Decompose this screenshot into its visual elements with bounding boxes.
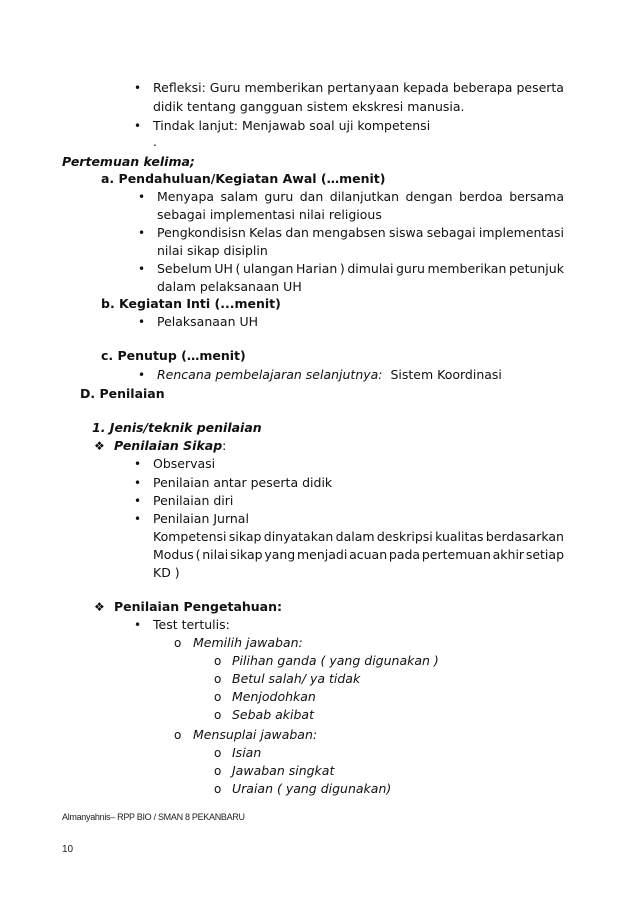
- circle-bullet-icon: o: [214, 746, 222, 760]
- word: ulangan: [242, 261, 294, 276]
- word: sebagai: [426, 225, 476, 240]
- betul-salah: Betul salah/ ya tidak: [232, 671, 361, 686]
- memilih-jawaban: Memilih jawaban:: [193, 635, 303, 650]
- sikap-desc-line-2: [153, 547, 564, 563]
- stray-dot: .: [153, 134, 157, 149]
- a2-line-2: nilai sikap disiplin: [157, 243, 268, 258]
- b1-item: Pelaksanaan UH: [157, 314, 259, 329]
- refleksi-line: [153, 80, 564, 96]
- sikap-desc-line-3: KD ): [153, 565, 180, 580]
- word: Refleksi:: [153, 80, 206, 95]
- c1-text: Rencana pembelajaran selanjutnya:: [157, 367, 383, 382]
- a2-line: [157, 225, 564, 241]
- word: berdasarkan: [485, 529, 564, 544]
- word: Harian: [296, 261, 338, 276]
- word: nilai: [202, 547, 229, 562]
- word: kepada: [403, 80, 449, 95]
- word: Menyapa: [157, 189, 215, 204]
- tindak-lanjut: Tindak lanjut: Menjawab soal uji kompetensi: [153, 118, 431, 133]
- word: akhir: [492, 547, 525, 562]
- bullet-icon: •: [134, 119, 142, 133]
- section-d-heading: D. Penilaian: [80, 386, 165, 401]
- word: Kelas: [249, 225, 283, 240]
- word: dimulai: [347, 261, 394, 276]
- word: siswa: [389, 225, 424, 240]
- circle-bullet-icon: o: [214, 764, 222, 778]
- bullet-icon: •: [134, 81, 142, 95]
- isian: Isian: [232, 745, 262, 760]
- sebab-akibat: Sebab akibat: [232, 707, 314, 722]
- sikap-item-3: Penilaian diri: [153, 493, 234, 508]
- circle-bullet-icon: o: [174, 728, 182, 742]
- word: pertanyaan: [327, 80, 400, 95]
- word: guru: [264, 189, 294, 204]
- sikap-item-4: Penilaian Jurnal: [153, 511, 249, 526]
- bullet-icon: •: [138, 190, 146, 204]
- uraian: Uraian ( yang digunakan): [232, 781, 392, 796]
- word: bersama: [509, 189, 564, 204]
- word: sikap: [228, 529, 262, 544]
- colon: :: [222, 438, 227, 453]
- bullet-icon: •: [134, 618, 142, 632]
- bullet-icon: •: [134, 457, 142, 471]
- page-footer: Almanyahnis– RPP BIO / SMAN 8 PEKANBARU: [62, 812, 245, 822]
- word: salam: [220, 189, 258, 204]
- word: Guru: [209, 80, 241, 95]
- word: beberapa: [452, 80, 513, 95]
- word: setiap: [525, 547, 564, 562]
- page-number: 10: [62, 844, 74, 855]
- numbered-heading: 1. Jenis/teknik penilaian: [92, 420, 262, 435]
- section-a-heading: a. Pendahuluan/Kegiatan Awal (…menit): [101, 171, 386, 186]
- penilaian-sikap: [114, 438, 226, 454]
- word: memberikan: [427, 261, 507, 276]
- word: dengan: [405, 189, 453, 204]
- word: mengabsen: [312, 225, 386, 240]
- a3-line: [157, 261, 564, 277]
- word: pada: [388, 547, 421, 562]
- word: (: [195, 547, 201, 562]
- jawaban-singkat: Jawaban singkat: [232, 763, 335, 778]
- circle-bullet-icon: o: [214, 654, 222, 668]
- word: yang: [264, 547, 296, 562]
- word: dinyatakan: [263, 529, 334, 544]
- word: kualitas: [435, 529, 484, 544]
- word: (: [235, 261, 241, 276]
- word: deskripsi: [376, 529, 433, 544]
- c1-topic: Sistem Koordinasi: [390, 367, 502, 382]
- word: Sebelum: [157, 261, 212, 276]
- bullet-icon: •: [134, 476, 142, 490]
- word: memberikan: [244, 80, 324, 95]
- refleksi-line-2: didik tentang gangguan sistem ekskresi manusia.: [153, 99, 465, 114]
- word: peserta: [516, 80, 564, 95]
- word: implementasi: [478, 225, 564, 240]
- word: acuan: [349, 547, 388, 562]
- word: Kompetensi: [153, 529, 227, 544]
- meeting-heading: Pertemuan kelima;: [62, 154, 195, 169]
- sikap-item-1: Observasi: [153, 456, 216, 471]
- word: ): [339, 261, 345, 276]
- word: Modus: [153, 547, 194, 562]
- bullet-icon: •: [138, 262, 146, 276]
- penilaian-pengetahuan: Penilaian Pengetahuan:: [114, 599, 283, 614]
- word: petunjuk: [508, 261, 564, 276]
- diamond-bullet-icon: ❖: [94, 600, 105, 614]
- word: dalam: [335, 529, 375, 544]
- bullet-icon: •: [134, 494, 142, 508]
- word: dan: [299, 189, 324, 204]
- word: sikap: [229, 547, 263, 562]
- circle-bullet-icon: o: [214, 708, 222, 722]
- word: guru: [396, 261, 425, 276]
- section-b-heading: b. Kegiatan Inti (...menit): [101, 296, 281, 311]
- penilaian-sikap-label: Penilaian Sikap: [114, 438, 223, 453]
- c1-item: [157, 367, 502, 383]
- bullet-icon: •: [138, 315, 146, 329]
- menjodohkan: Menjodohkan: [232, 689, 316, 704]
- pilihan-ganda: Pilihan ganda ( yang digunakan ): [232, 653, 439, 668]
- section-c-heading: c. Penutup (…menit): [101, 348, 246, 363]
- word: pertemuan: [421, 547, 491, 562]
- word: UH: [214, 261, 233, 276]
- bullet-icon: •: [134, 512, 142, 526]
- sikap-desc-line-1: [153, 529, 564, 545]
- word: dilanjutkan: [329, 189, 400, 204]
- word: menjadi: [297, 547, 348, 562]
- bullet-icon: •: [138, 226, 146, 240]
- circle-bullet-icon: o: [174, 636, 182, 650]
- word: dan: [285, 225, 309, 240]
- a1-line-2: sebagai implementasi nilai religious: [157, 207, 382, 222]
- circle-bullet-icon: o: [214, 782, 222, 796]
- mensuplai-jawaban: Mensuplai jawaban:: [193, 727, 318, 742]
- a1-line: [157, 189, 564, 205]
- test-tertulis: Test tertulis:: [153, 617, 230, 632]
- word: berdoa: [458, 189, 503, 204]
- circle-bullet-icon: o: [214, 690, 222, 704]
- bullet-icon: •: [138, 368, 146, 382]
- a3-line-2: dalam pelaksanaan UH: [157, 279, 302, 294]
- circle-bullet-icon: o: [214, 672, 222, 686]
- word: Pengkondisisn: [157, 225, 246, 240]
- diamond-bullet-icon: ❖: [94, 439, 105, 453]
- sikap-item-2: Penilaian antar peserta didik: [153, 475, 333, 490]
